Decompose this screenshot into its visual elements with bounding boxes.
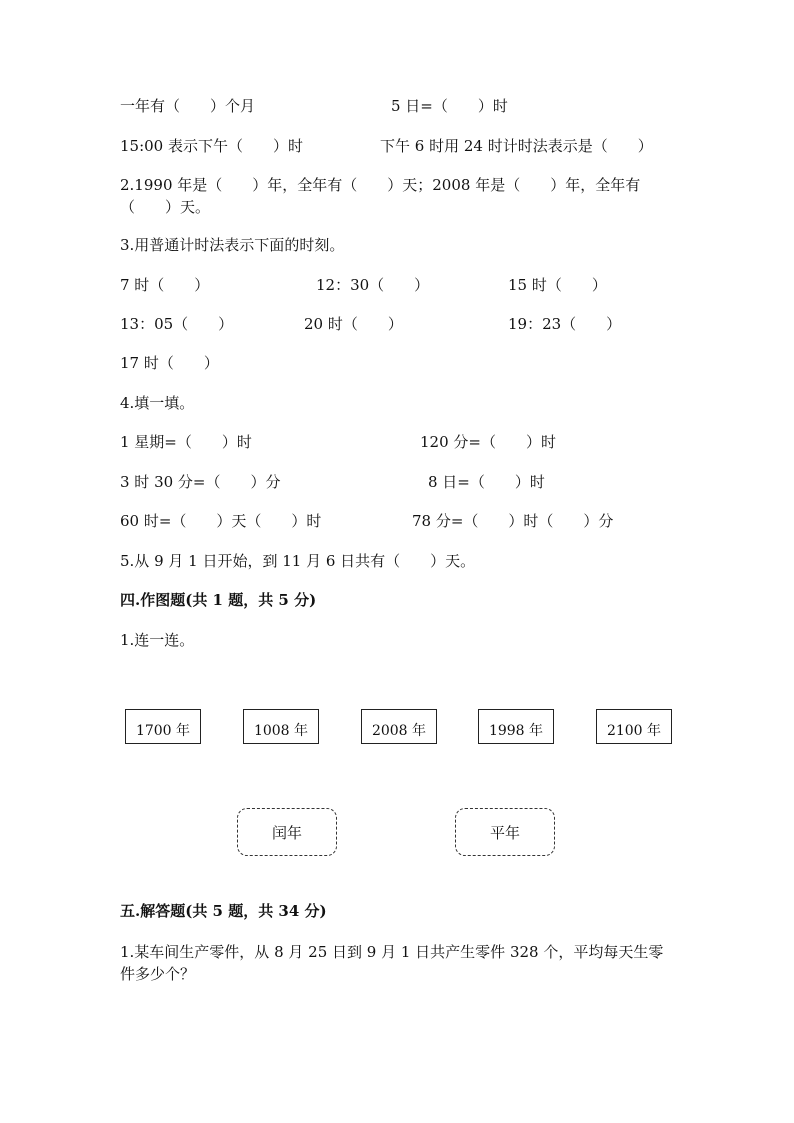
q5-question: 5.从 9 月 1 日开始，到 11 月 6 日共有（ ）天。 bbox=[120, 552, 476, 570]
year-box-1700[interactable]: 1700 年 bbox=[125, 709, 201, 744]
q4-item: 120 分=（ ）时 bbox=[420, 433, 556, 451]
q3-title: 3.用普通计时法表示下面的时刻。 bbox=[120, 236, 345, 254]
q-15-00-afternoon: 15:00 表示下午（ ）时 bbox=[120, 137, 303, 155]
year-box-2100[interactable]: 2100 年 bbox=[596, 709, 672, 744]
q3-item: 13：05（ ） bbox=[120, 315, 234, 333]
section4-q1-title: 1.连一连。 bbox=[120, 631, 195, 649]
year-box-2008[interactable]: 2008 年 bbox=[361, 709, 437, 744]
year-box-1998[interactable]: 1998 年 bbox=[478, 709, 554, 744]
year-box-1008[interactable]: 1008 年 bbox=[243, 709, 319, 744]
leap-year-target[interactable]: 闰年 bbox=[237, 808, 337, 856]
q3-item: 15 时（ ） bbox=[508, 276, 607, 294]
q3-item: 7 时（ ） bbox=[120, 276, 210, 294]
q-days-to-hours: 5 日=（ ）时 bbox=[391, 97, 508, 115]
q-months-per-year: 一年有（ ）个月 bbox=[120, 97, 256, 115]
q3-item: 17 时（ ） bbox=[120, 354, 219, 372]
common-year-target[interactable]: 平年 bbox=[455, 808, 555, 856]
q4-item: 60 时=（ ）天（ ）时 bbox=[120, 512, 322, 530]
q4-title: 4.填一填。 bbox=[120, 394, 195, 412]
section4-heading: 四.作图题(共 1 题，共 5 分) bbox=[120, 591, 317, 609]
q4-item: 78 分=（ ）时（ ）分 bbox=[412, 512, 614, 530]
q4-item: 1 星期=（ ）时 bbox=[120, 433, 252, 451]
section5-q1-line2: 件多少个？ bbox=[120, 965, 196, 983]
q2-line2: （ ）天。 bbox=[120, 198, 211, 216]
q2-line1: 2.1990 年是（ ）年，全年有（ ）天；2008 年是（ ）年，全年有 bbox=[120, 176, 641, 194]
section5-heading: 五.解答题(共 5 题，共 34 分) bbox=[120, 902, 327, 920]
q4-item: 8 日=（ ）时 bbox=[428, 473, 545, 491]
q4-item: 3 时 30 分=（ ）分 bbox=[120, 473, 281, 491]
section5-q1-line1: 1.某车间生产零件，从 8 月 25 日到 9 月 1 日共产生零件 328 个，平均每天生零 bbox=[120, 943, 664, 961]
q3-item: 20 时（ ） bbox=[304, 315, 403, 333]
q3-item: 12：30（ ） bbox=[316, 276, 430, 294]
q-6pm-24h: 下午 6 时用 24 时计时法表示是（ ） bbox=[380, 137, 653, 155]
q3-item: 19：23（ ） bbox=[508, 315, 622, 333]
